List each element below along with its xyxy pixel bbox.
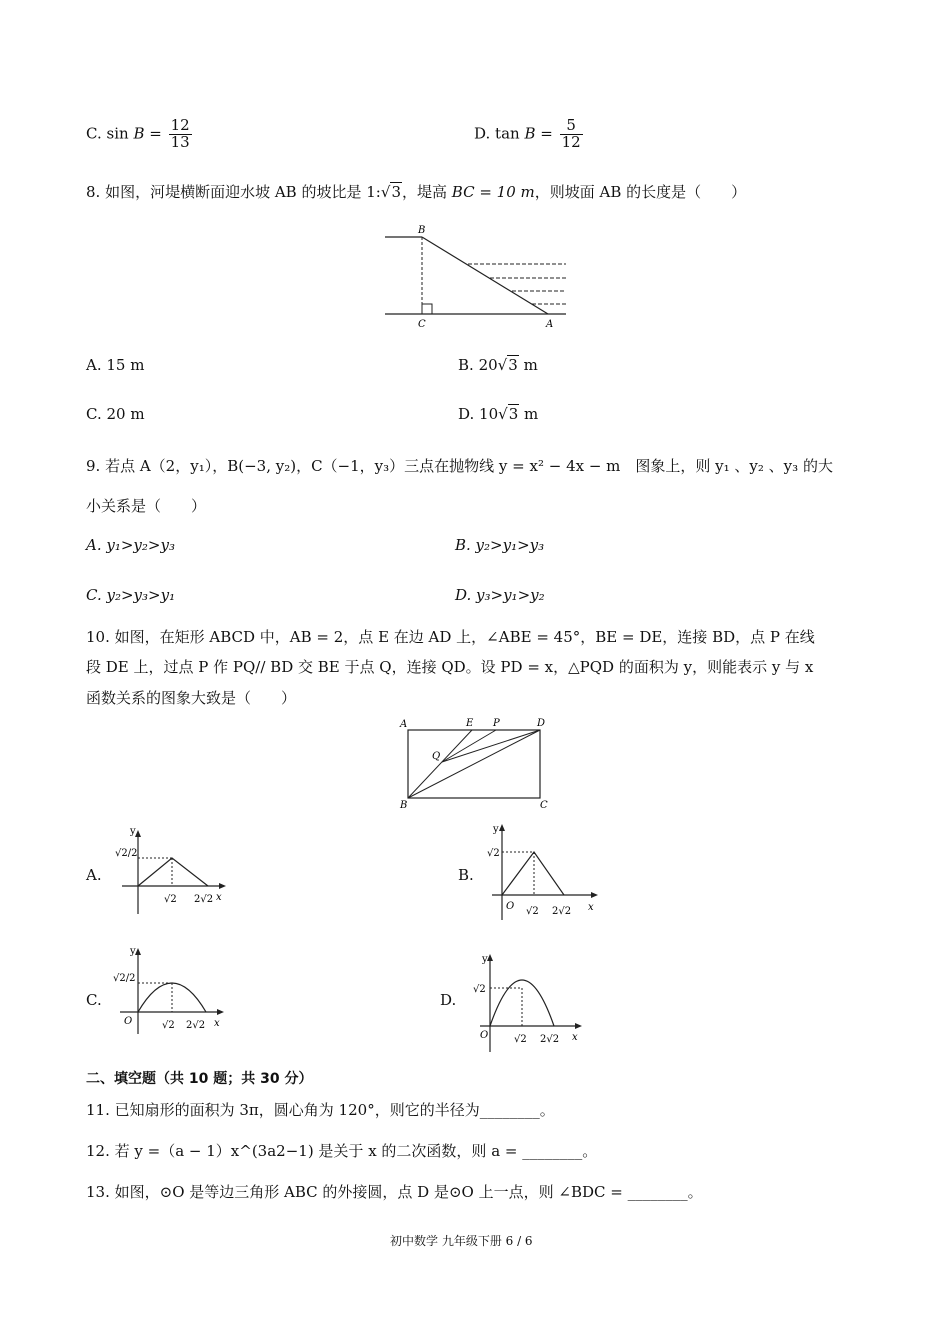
svg-text:√2: √2 — [164, 894, 177, 905]
q9-stem-line1: 9. 若点 A（2，y₁），B(−3, y₂)，C（−1，y₃）三点在抛物线 y = x² − 4x − m 图象上，则 y₁ 、y₂ 、y₃ 的大 — [86, 457, 833, 475]
graph-c — [110, 946, 230, 1036]
q9-option-d: D. y₃>y₁>y₂ — [455, 586, 545, 604]
q10-rectangle-figure — [396, 714, 556, 810]
svg-text:√2: √2 — [514, 1034, 527, 1045]
q9-option-b: B. y₂>y₁>y₃ — [455, 536, 545, 554]
q10-stem-line2: 段 DE 上，过点 P 作 PQ// BD 交 BE 于点 Q，连接 QD。设 PD = x，△PQD 的面积为 y，则能表示 y 与 x — [86, 658, 814, 676]
q12: 12. 若 y =（a − 1）x^(3a2−1) 是关于 x 的二次函数，则 a = ________。 — [86, 1142, 598, 1160]
svg-text:√2/2: √2/2 — [113, 973, 136, 984]
svg-text:y: y — [130, 828, 136, 837]
svg-text:√2: √2 — [162, 1020, 175, 1031]
label-c: C — [418, 319, 426, 330]
q8-option-c: C. 20 m — [86, 405, 145, 423]
label-p: P — [493, 718, 500, 729]
label-b: B — [418, 225, 426, 236]
q10-option-a-label: A. — [86, 866, 102, 884]
svg-text:2√2: 2√2 — [194, 894, 214, 905]
svg-text:y: y — [130, 946, 136, 957]
label-q: Q — [432, 751, 441, 762]
label-b: B — [400, 800, 408, 810]
svg-text:O: O — [506, 901, 515, 912]
section-title: 二、填空题（共 10 题；共 30 分） — [86, 1071, 313, 1087]
label-a: A — [546, 319, 554, 330]
svg-text:x: x — [588, 902, 594, 913]
q9-option-c: C. y₂>y₃>y₁ — [86, 586, 176, 604]
q8-stem: 8. 如图，河堤横断面迎水坡 AB 的坡比是 1:√3，堤高 BC = 10 m，则坡面 AB 的长度是（ ） — [86, 183, 747, 201]
q9-stem-line2: 小关系是（ ） — [86, 497, 207, 515]
svg-text:√2: √2 — [526, 906, 539, 917]
svg-text:y: y — [482, 954, 488, 965]
graph-b — [484, 822, 604, 922]
svg-text:2√2: 2√2 — [552, 906, 572, 917]
label-a: A — [400, 719, 408, 730]
svg-text:x: x — [214, 1018, 220, 1029]
q10-stem-line1: 10. 如图，在矩形 ABCD 中，AB = 2，点 E 在边 AD 上，∠ABE = 45°，BE = DE，连接 BD，点 P 在线 — [86, 628, 815, 646]
q8-option-b: B. 20√3 m — [458, 356, 538, 374]
svg-text:√2: √2 — [473, 984, 486, 995]
graph-a — [110, 828, 230, 920]
q10-option-c-label: C. — [86, 991, 102, 1009]
q8-figure — [380, 222, 570, 332]
graph-d — [470, 952, 590, 1054]
svg-text:x: x — [572, 1032, 578, 1043]
q10-option-d-label: D. — [440, 991, 457, 1009]
svg-text:√2: √2 — [487, 848, 500, 859]
page-footer: 初中数学 九年级下册 6 / 6 — [390, 1234, 533, 1248]
q10-stem-line3: 函数关系的图象大致是（ ） — [86, 689, 297, 707]
q8-option-d: D. 10√3 m — [458, 405, 539, 423]
q10-option-b-label: B. — [458, 866, 474, 884]
q9-option-a: A. y₁>y₂>y₃ — [86, 536, 175, 554]
svg-text:O: O — [124, 1016, 133, 1027]
label-d: D — [537, 718, 546, 729]
svg-text:2√2: 2√2 — [540, 1034, 560, 1045]
svg-text:2√2: 2√2 — [186, 1020, 206, 1031]
q13: 13. 如图，⊙O 是等边三角形 ABC 的外接圆，点 D 是⊙O 上一点，则 ∠BDC = ________。 — [86, 1183, 703, 1201]
q7-option-d: D. tan B = $\frac{5}{12}$ — [474, 116, 581, 151]
svg-text:x: x — [216, 892, 222, 903]
svg-text:y: y — [493, 824, 499, 835]
label-c: C — [540, 800, 548, 810]
q7-option-c: C. sin B = $\frac{12}{13}$ — [86, 116, 190, 151]
svg-text:√2/2: √2/2 — [115, 848, 138, 859]
label-e: E — [466, 718, 474, 729]
q8-option-a: A. 15 m — [86, 356, 145, 374]
svg-text:O: O — [480, 1030, 489, 1041]
q11: 11. 已知扇形的面积为 3π，圆心角为 120°，则它的半径为________。 — [86, 1101, 555, 1119]
